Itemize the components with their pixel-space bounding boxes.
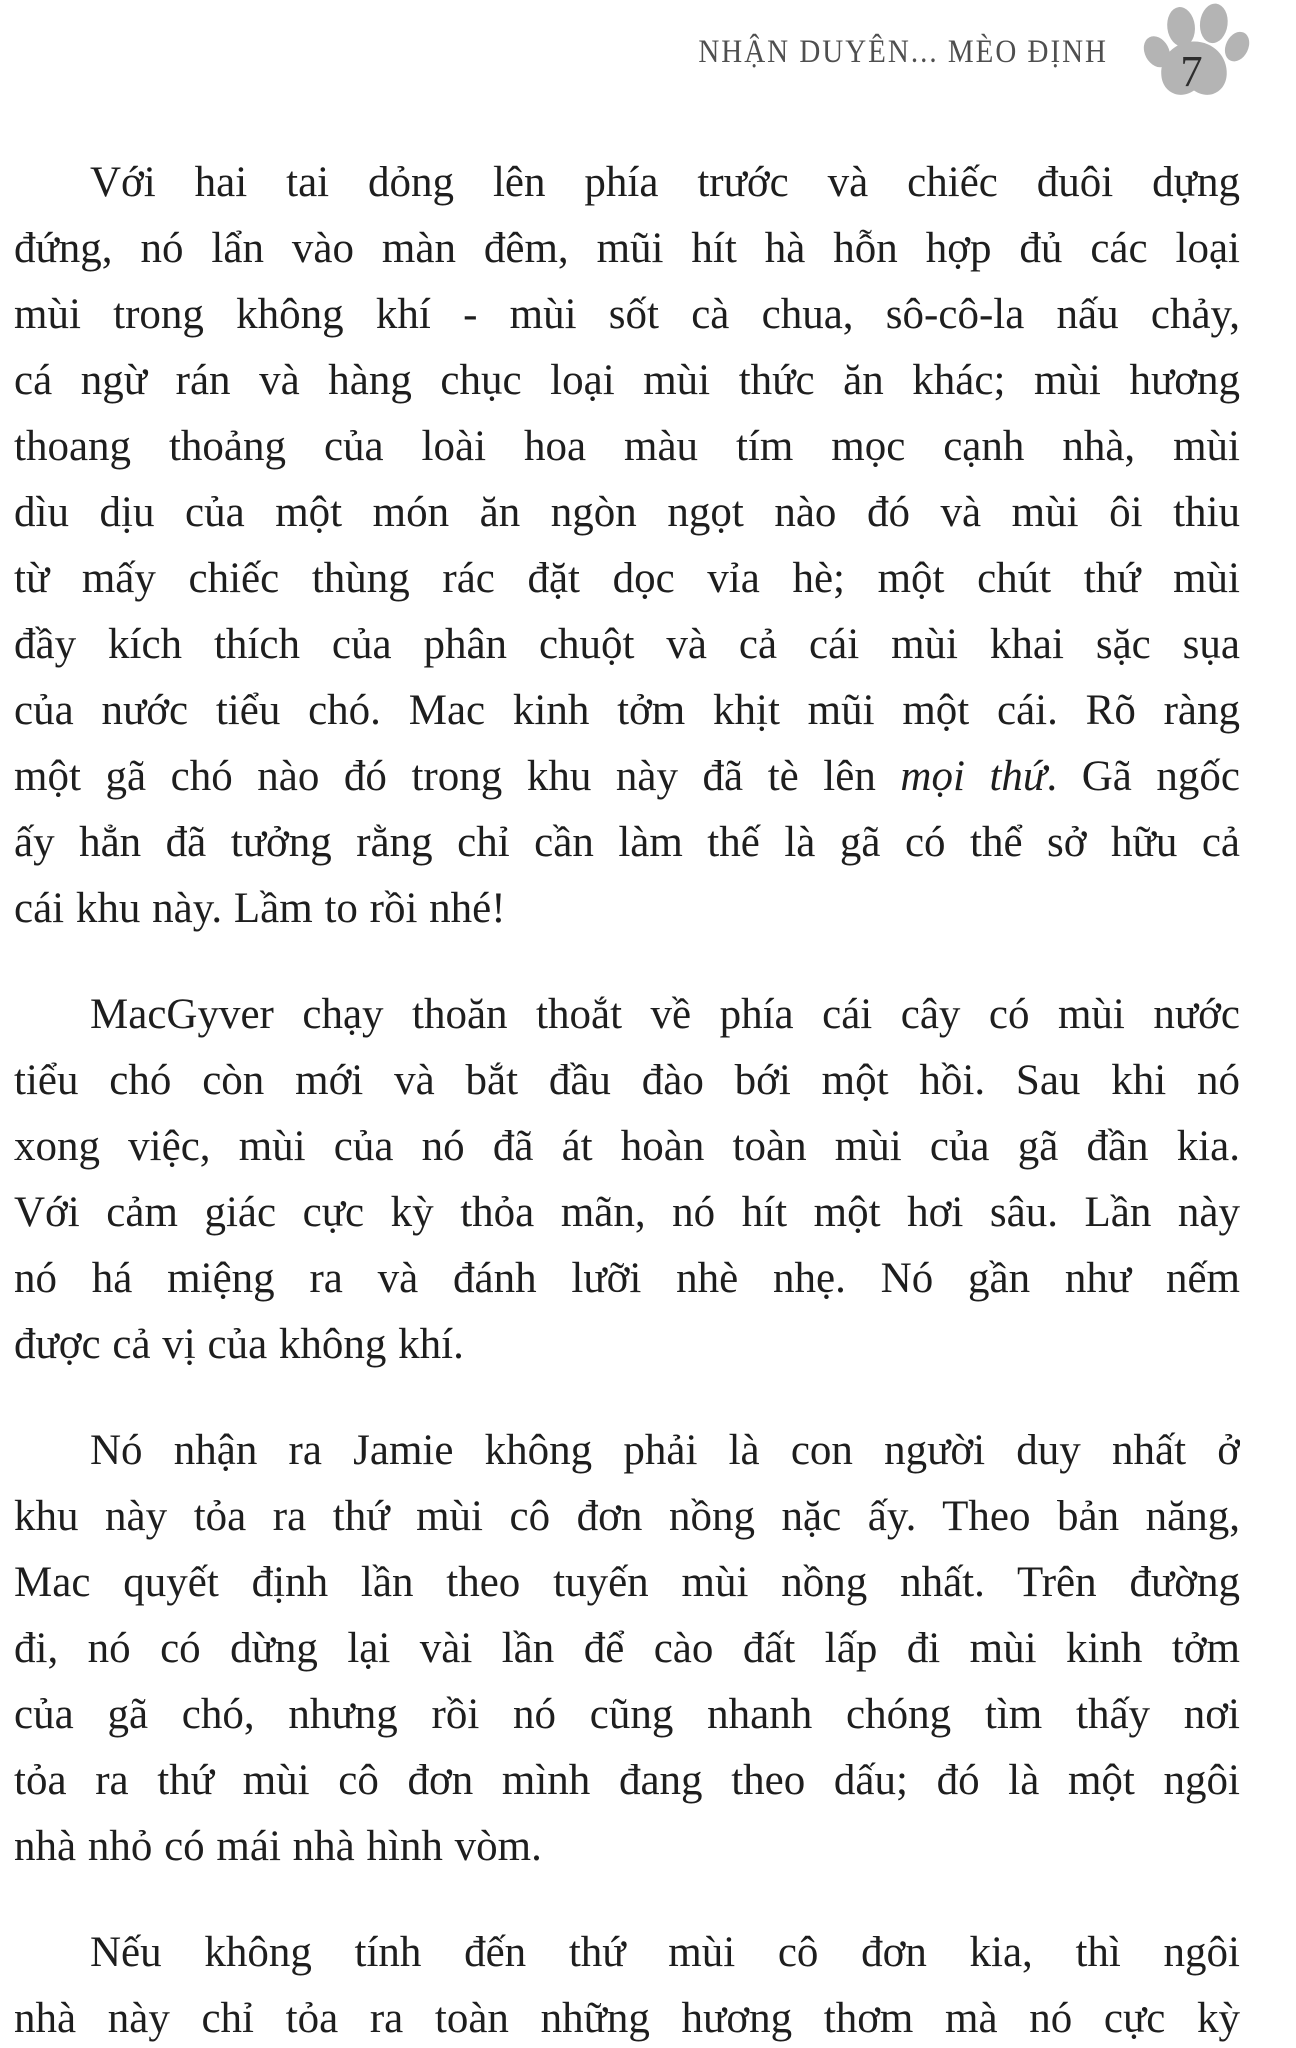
text-segment: . Gã ngốc (1046, 753, 1240, 800)
text-line: ấy hẳn đã tưởng rằng chỉ cần làm thế là gã có thể sở hữu cả (14, 819, 1240, 866)
text-line: Mac quyết định lần theo tuyến mùi nồng nhất. Trên đường (14, 1559, 1240, 1606)
paragraph-2 (14, 982, 1240, 1378)
page-number: 7 (1180, 46, 1203, 97)
paragraph-4 (14, 1920, 1240, 2048)
text-line: MacGyver chạy thoăn thoắt về phía cái cây có mùi nước (90, 991, 1240, 1038)
chapter-title: NHẬN DUYÊN... MÈO ĐỊNH (698, 34, 1108, 70)
text-line: cá ngừ rán và hàng chục loại mùi thức ăn khác; mùi hương (14, 357, 1240, 404)
text-line: từ mấy chiếc thùng rác đặt dọc vỉa hè; một chút thứ mùi (14, 555, 1240, 602)
text-line: đứng, nó lẩn vào màn đêm, mũi hít hà hỗn hợp đủ các loại (14, 225, 1240, 272)
text-line: nhà nhỏ có mái nhà hình vòm. (14, 1823, 542, 1870)
text-line: nó há miệng ra và đánh lưỡi nhè nhẹ. Nó gần như nếm (14, 1255, 1240, 1302)
paragraph-3 (14, 1418, 1240, 1880)
text-line: đầy kích thích của phân chuột và cả cái mùi khai sặc sụa (14, 621, 1240, 668)
text-line: khu này tỏa ra thứ mùi cô đơn nồng nặc ấy. Theo bản năng, (14, 1493, 1240, 1540)
chapter-header (0, 0, 1296, 112)
body-text (14, 150, 1240, 2048)
text-line: Nếu không tính đến thứ mùi cô đơn kia, thì ngôi (90, 1929, 1240, 1976)
text-line: mùi trong không khí - mùi sốt cà chua, sô-cô-la nấu chảy, (14, 291, 1240, 338)
italic-phrase: mọi thứ (900, 753, 1047, 800)
text-line: được cả vị của không khí. (14, 1321, 464, 1368)
paw-print-icon (1138, 0, 1250, 107)
text-line: của nước tiểu chó. Mac kinh tởm khịt mũi một cái. Rõ ràng (14, 687, 1240, 734)
text-line: thoang thoảng của loài hoa màu tím mọc cạnh nhà, mùi (14, 423, 1240, 470)
text-line: nhà này chỉ tỏa ra toàn những hương thơm mà nó cực kỳ (14, 1995, 1240, 2042)
text-segment: một gã chó nào đó trong khu này đã tè lên (14, 753, 901, 800)
paragraph-1 (14, 150, 1240, 942)
text-line: Với hai tai dỏng lên phía trước và chiếc đuôi dựng (90, 159, 1240, 206)
text-line: cái khu này. Lầm to rồi nhé! (14, 885, 506, 932)
text-line: của gã chó, nhưng rồi nó cũng nhanh chóng tìm thấy nơi (14, 1691, 1240, 1738)
text-line: Nó nhận ra Jamie không phải là con người duy nhất ở (90, 1427, 1240, 1474)
text-line: Với cảm giác cực kỳ thỏa mãn, nó hít một hơi sâu. Lần này (14, 1189, 1240, 1236)
text-line: dìu dịu của một món ăn ngòn ngọt nào đó và mùi ôi thiu (14, 489, 1240, 536)
text-line (14, 744, 1240, 810)
text-line: đi, nó có dừng lại vài lần để cào đất lấp đi mùi kinh tởm (14, 1625, 1240, 1672)
text-line: xong việc, mùi của nó đã át hoàn toàn mùi của gã đần kia. (14, 1123, 1240, 1170)
text-line: tỏa ra thứ mùi cô đơn mình đang theo dấu; đó là một ngôi (14, 1757, 1240, 1804)
text-line: tiểu chó còn mới và bắt đầu đào bới một hồi. Sau khi nó (14, 1057, 1240, 1104)
